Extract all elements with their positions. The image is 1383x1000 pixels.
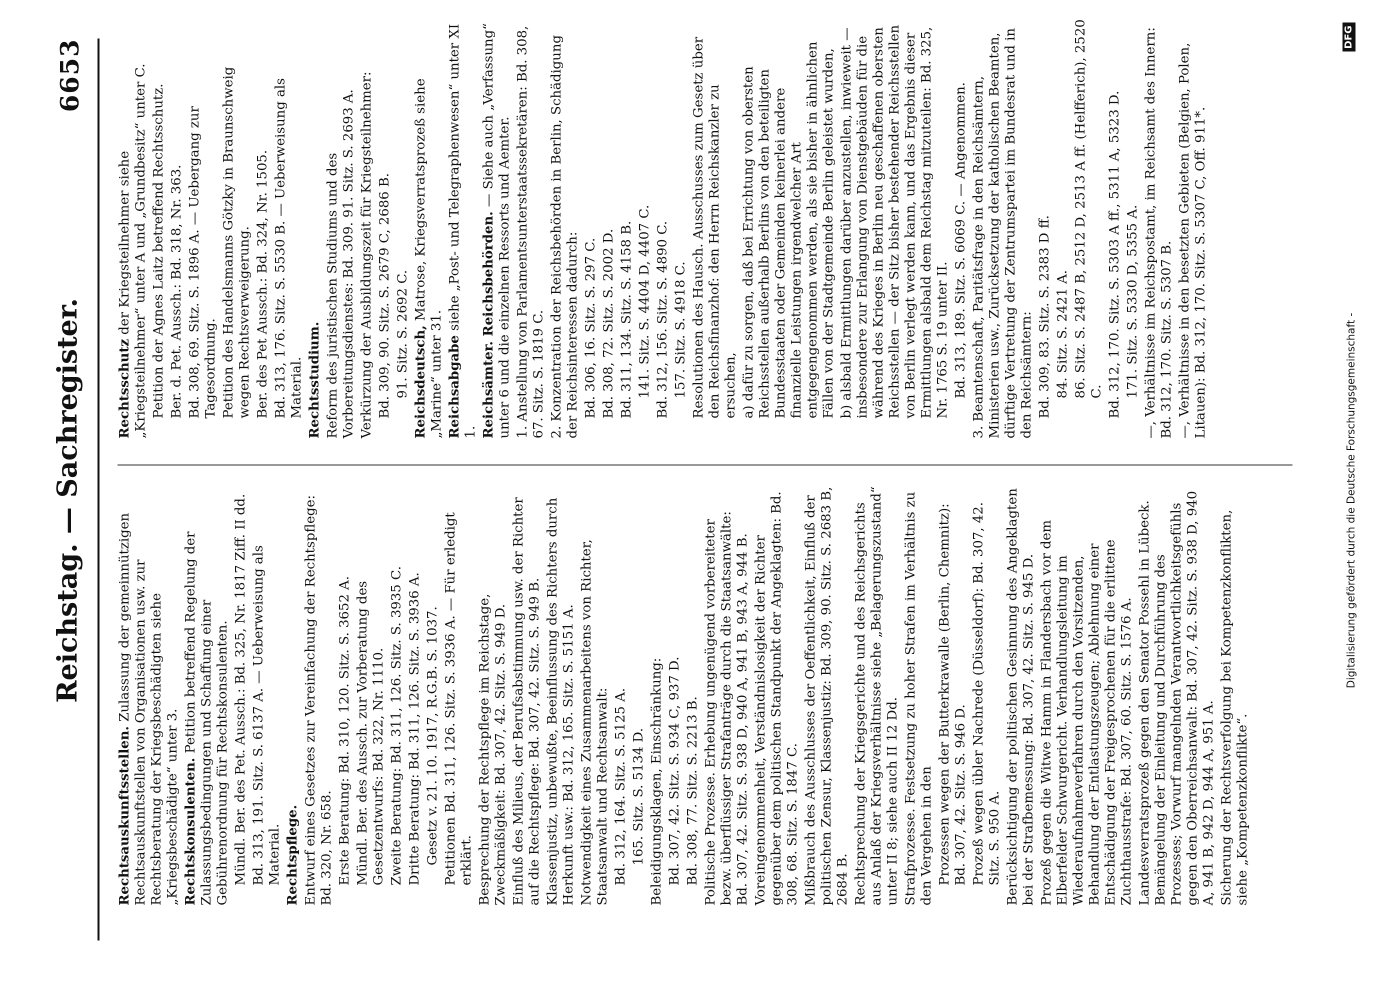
index-entry <box>839 18 951 418</box>
index-entry-text: Gesetz v. 21. 10. 1917, R.G.B. S. 1037. <box>425 605 440 865</box>
index-entry-text: Mündl. Ber. des Pet. Aussch.: Bd. 325, Nr. 1817 Ziff. II dd. <box>233 493 248 885</box>
index-entry-text: Berücksichtigung der politischen Gesinnung des Angeklagten bei der Strafbemessung: Bd. 307, 42. Sitz. S. 945 D. <box>1005 487 1036 905</box>
index-entry-heading: Rechtsauskunftsstellen. <box>117 725 132 905</box>
index-entry <box>407 485 423 885</box>
index-entry <box>1005 485 1037 905</box>
index-entry <box>649 485 665 905</box>
index-entry <box>395 18 411 398</box>
index-entry-text: Entwurf eines Gesetzes zur Vereinfachung der Rechtspflege: Bd. 320, Nr. 658. <box>303 494 334 905</box>
digitization-note-text: Digitalisierung gefördert durch die Deutsche Forschungsgemeinschaft - <box>1345 312 1357 688</box>
index-entry-text: Bd. 308, 72. Sitz. S. 2002 D. <box>601 228 616 418</box>
index-entry <box>1219 485 1251 905</box>
index-entry <box>971 485 1003 885</box>
index-entry-text: Petitionen Bd. 311, 126. Sitz. S. 3936 A. — Für erledigt erklärt. <box>443 511 474 885</box>
column-divider <box>117 464 1292 465</box>
index-entry <box>971 18 1035 438</box>
index-entry-text: Prozeß wegen übler Nachrede (Düsseldorf): Bd. 307, 42. Sitz. S. 950 A. <box>971 501 1002 885</box>
index-entry <box>169 18 185 418</box>
index-entry-text: Resolutionen des Hausch. Ausschusses zum Gesetz über den Reichsfinanzhof: den Herrn Reichskanzler zu ersuchen, <box>691 36 738 418</box>
index-entry-text: Petition der Agnes Laitz betreffend Rechtsschutz. <box>151 83 166 418</box>
index-entry <box>631 485 647 865</box>
index-entry <box>601 18 617 418</box>
index-entry-text: Notwendigkeit eines Zusammenarbeitens von Richter, Staatsanwalt und Rechtsanwalt: <box>579 538 610 905</box>
index-entry-text: Petition betreffend Regelung der Zulassungsbedingungen und Schaffung einer Gebührenordnung für Rechtskonsulenten. <box>183 530 230 905</box>
index-entry-text: 1. Anstellung von Parlamentsunterstaatssekretären: Bd. 308, 67. Sitz. S. 1819 C. <box>515 25 546 438</box>
dfg-logo: DFG <box>1342 22 1355 51</box>
index-entry <box>307 18 323 438</box>
index-entry-text: — Siehe auch „Verfassung“ unter 6 und die einzelnen Ressorts und Aemter. <box>481 22 512 438</box>
header-rule <box>97 38 99 940</box>
index-entry-text: Bd. 313, 191. Sitz. S. 6137 A. — Ueberweisung als Material. <box>251 544 282 885</box>
index-entry-text: Zulassung der gemeinnützigen Rechtsauskunftstellen von Organisationen usw. zur Rechtsberatung der Kriegsbeschädigten siehe „Kriegsbeschädigte“ unter 3. <box>117 512 180 905</box>
index-entry-text: 171. Sitz. S. 5330 D, 5355 A. <box>1125 204 1140 398</box>
index-entry <box>1137 485 1217 905</box>
index-entry-text: Klassenjustiz, unbewußte, Beeinflussung des Richters durch Herkunft usw.: Bd. 312, 165. Sitz. S. 5151 A. <box>545 497 576 905</box>
dfg-stamp-wrap <box>1336 22 1355 51</box>
index-entry-heading: Rechtspflege. <box>285 804 300 905</box>
index-entry <box>251 485 283 885</box>
right-column <box>117 18 1211 438</box>
index-entry <box>515 18 547 438</box>
index-entry-text: Bd. 308, 69. Sitz. S. 1896 A. — Uebergang zur Tagesordnung. <box>187 105 218 418</box>
index-entry-text: Matrose, Kriegsverratsprozeß siehe „Marine“ unter 31. <box>413 77 444 438</box>
index-entry <box>953 18 969 398</box>
index-entry <box>183 485 231 905</box>
index-entry-text: —, Verhältnisse in den besetzten Gebieten (Belgien, Polen, Litauen): Bd. 312, 170. Sitz. S. 5307 C, Off. 911*. <box>1177 42 1208 438</box>
index-entry <box>583 18 599 418</box>
index-entry <box>903 485 935 905</box>
index-entry <box>303 485 335 905</box>
index-entry <box>511 485 543 905</box>
index-entry <box>255 18 271 418</box>
index-entry-text: 86. Sitz. S. 2487 B, 2512 D, 2513 A ff. (Helfferich), 2520 C. <box>1073 18 1104 398</box>
index-entry-text: Ber. d. Pet. Aussch.: Bd. 318, Nr. 363. <box>169 164 184 418</box>
index-entry <box>355 485 387 885</box>
index-entry-text: Erste Beratung: Bd. 310, 120. Sitz. S. 3652 A. <box>337 575 352 885</box>
index-entry <box>187 18 219 418</box>
index-entry-text: Mißbrauch des Ausschlusses der Oeffentlichkeit, Einfluß der politischen Zensur, Klassenjustiz: Bd. 309, 90. Sitz. S. 2683 B, 2684 B. <box>803 486 850 905</box>
index-entry-text: Strafprozesse. Festsetzung zu hoher Strafen im Verhältnis zu den Vergehen in den <box>903 491 934 905</box>
index-entry-text: Beleidigungsklagen, Einschränkung: <box>649 657 664 905</box>
index-entry-heading: Rechtsstudium. <box>307 321 322 438</box>
index-entry-text: Mündl. Ber. des Aussch. zur Vorberatung des Gesetzentwurfs: Bd. 322, Nr. 1110. <box>355 580 386 885</box>
index-entry-text: Reform des juristischen Studiums und des Vorbereitungsdienstes: Bd. 309. 91. Sitz. S. 2693 A. <box>325 88 356 438</box>
index-entry <box>753 485 801 905</box>
index-entry-text: Landesverratsprozeß gegen den Senator Possehl in Lübeck. Bemängelung der Einleitung und Durchführung des Prozesses; Vorwurf mangelnden Verantwortlichkeitsgefühls gegen den Oberreichsanwalt: Bd. 307, 42. Sitz. S. 938 D, 940 A, 941 B, 942 D, 944 A, 951 A. <box>1137 490 1216 905</box>
index-entry-text: a) dafür zu sorgen, daß bei Errichtung von obersten Reichsstellen außerhalb Berlins von den beteiligten Bundesstaaten oder Gemeinden keinerlei andere finanzielle Leistungen irgendwelcher Art entgegengenommen werden, als sie bisher in ähnlichen Fällen von der Stadtgemeinde Berlin geleistet wurden, <box>741 41 836 418</box>
index-entry-text: Bd. 313, 176. Sitz. S. 5530 B. — Ueberweisung als Material. <box>273 77 304 418</box>
index-entry <box>117 485 181 905</box>
index-entry <box>359 18 375 438</box>
index-entry-text: Einfluß des Milieus, der Berufsabstimmung usw. der Richter auf die Rechtspflege: Bd. 307, 42. Sitz. S. 949 B. <box>511 496 542 905</box>
index-entry-text: 165. Sitz. S. 5134 D. <box>631 727 646 865</box>
index-entry <box>477 485 509 905</box>
index-entry-text: Bd. 312, 164. Sitz. S. 5125 A. <box>613 687 628 885</box>
index-entry-text: Bd. 307, 42. Sitz. S. 934 C, 937 D. <box>667 656 682 885</box>
index-entry <box>285 485 301 905</box>
index-entry <box>1073 18 1105 398</box>
index-entry <box>273 18 305 418</box>
index-entry <box>691 18 739 418</box>
page-number: 6653 <box>55 38 84 112</box>
index-entry <box>1125 18 1141 398</box>
index-entry-text: Petition des Handelsmanns Götzky in Braunschweig wegen Rechtsverweigerung. <box>221 66 252 418</box>
index-entry-heading: Reichsabgabe <box>447 334 462 438</box>
index-entry <box>803 485 851 905</box>
index-entry <box>619 18 635 418</box>
index-entry-text: Bd. 309, 90. Sitz. S. 2679 C, 2686 B. <box>377 172 392 418</box>
index-entry <box>673 18 689 398</box>
index-entry-text: Voreingenommenheit, Verständnislosigkeit der Richter gegenüber dem politischen Standpunkt der Angeklagten: Bd. 308, 68. Sitz. S. 1847 C. <box>753 490 800 905</box>
index-entry <box>337 485 353 885</box>
index-entry <box>853 485 901 905</box>
index-entry <box>425 485 441 865</box>
index-entry <box>667 485 683 885</box>
index-entry-text: 2. Konzentration der Reichsbehörden in Berlin, Schädigung der Reichsinteressen dadurch: <box>549 34 580 438</box>
digitization-note <box>1345 0 1357 1000</box>
index-entry-text: Bd. 312, 170. Sitz. S. 5303 A ff., 5311 A, 5323 D. <box>1107 90 1122 418</box>
index-entry <box>221 18 253 418</box>
index-entry-text: der Kriegsteilnehmer siehe „Kriegsteilnehmer“ unter A und „Grundbesitz“ unter C. <box>117 62 148 438</box>
index-entry <box>655 18 671 418</box>
index-entry <box>685 485 701 885</box>
index-entry-text: Rechtsprechung der Kriegsgerichte und des Reichsgerichts aus Anlaß der Kriegsverhältnisse siehe „Belagerungszustand“ unter II 8; siehe auch II 12 Dd. <box>853 485 900 905</box>
index-entry <box>637 18 653 398</box>
index-entry-text: 3. Beamtenschaft, Paritätsfrage in den Reichsämtern, Ministerien usw., Zurücksetzung der katholischen Beamten, dürftige Vertretung der Zentrumspartei im Bundesrat und in den Reichsämtern: <box>971 27 1034 438</box>
index-entry-text: Verkürzung der Ausbildungszeit für Kriegsteilnehmer: <box>359 71 374 438</box>
index-entry-text: Politische Prozesse. Erhebung ungenügend vorbereiteter bezw. überflüssiger Strafanträge durch die Staatsanwälte: Bd. 307, 42. Sitz. S. 938 D, 940 A, 941 B, 943 A, 944 B. <box>703 510 750 905</box>
index-entry-text: 141. Sitz. S. 4404 D, 4407 C. <box>637 204 652 398</box>
index-entry <box>151 18 167 418</box>
index-entry-text: Ber. des Pet Aussch.: Bd. 324, Nr. 1505. <box>255 149 270 418</box>
index-entry-text: —, Verhältnisse im Reichspostamt, im Reichsamt des Innern: Bd. 312, 170. Sitz. S. 5307 B. <box>1143 26 1174 438</box>
index-entry <box>233 485 249 885</box>
index-entry-text: Bd. 308, 77. Sitz. S. 2213 B. <box>685 695 700 885</box>
index-entry-heading: Rechtsschutz <box>117 338 132 438</box>
index-entry-text: Prozeß gegen die Witwe Hamm in Flandersbach vor dem Elberfelder Schwurgericht. Verhandlungsleitung im Wiederaufnahmeverfahren durch den Vorsitzenden, Behandlung der Entlastungszeugen; Ablehnung einer Entschädigung der Freigesprochenen für die erlittene Zuchthausstrafe: Bd. 307, 60. Sitz. S. 1576 A. <box>1039 519 1134 905</box>
index-entry <box>741 18 837 418</box>
index-entry <box>325 18 357 438</box>
index-entry <box>937 485 969 885</box>
index-entry-text: b) alsbald Ermittlungen darüber anzustellen, inwieweit — insbesondere zur Erlangung von Dienstgebäuden für die während des Krieges in Berlin neu geschaffenen obersten Reichsstellen — der Sitz bisher bestehender Reichsstellen von Berlin verlegt werden kann, und das Ergebnis dieser Ermittlungen alsbald dem Reichstag mitzuteilen: Bd. 325, Nr. 1765 S. 19 unter II. <box>839 24 950 418</box>
index-entry <box>1037 18 1053 418</box>
index-entry-text: Prozessen wegen der Butterkrawalle (Berlin, Chemnitz): Bd. 307, 42. Sitz. S. 946 D. <box>937 502 968 885</box>
left-column <box>117 485 1253 905</box>
index-entry-heading: Reichsdeutsch, <box>413 324 428 438</box>
index-entry-text: 91. Sitz. S. 2692 C. <box>395 269 410 398</box>
index-entry-text: Bd. 306, 16. Sitz. S. 297 C. <box>583 237 598 418</box>
index-entry-text: Bd. 311, 134. Sitz. S. 4158 B. <box>619 220 634 418</box>
index-entry <box>447 18 479 438</box>
index-entry <box>545 485 577 905</box>
index-entry-text: 157. Sitz. S. 4918 C. <box>673 260 688 398</box>
index-entry-text: Zweite Beratung: Bd. 311, 126. Sitz. S. 3935 C. <box>389 565 404 885</box>
index-entry <box>389 485 405 885</box>
index-entry-text: Dritte Beratung: Bd. 311, 126. Sitz. S. 3936 A. <box>407 571 422 885</box>
running-title: Reichstag. — Sachregister. <box>52 297 83 703</box>
index-entry <box>1107 18 1123 418</box>
index-entry-heading: Reichsämter. Reichsbehörden. <box>481 210 496 438</box>
index-entry-text: Bd. 312, 156. Sitz. S. 4890 C. <box>655 220 670 418</box>
index-entry <box>377 18 393 418</box>
index-entry <box>1143 18 1175 438</box>
index-entry-text: Besprechung der Rechtspflege im Reichstage, Zweckmäßigkeit: Bd. 307, 42. Sitz. S. 949 D. <box>477 593 508 905</box>
index-entry <box>703 485 751 905</box>
index-entry-text: Bd. 309, 83. Sitz. S. 2383 D ff. <box>1037 214 1052 418</box>
index-entry <box>117 18 149 438</box>
index-entry <box>481 18 513 438</box>
index-entry-heading: Rechtskonsulenten. <box>183 757 198 905</box>
index-entry <box>1055 18 1071 398</box>
index-entry-text: Bd. 313, 189. Sitz. S. 6069 C. — Angenommen. <box>953 81 968 398</box>
index-entry <box>549 18 581 438</box>
index-entry <box>443 485 475 885</box>
index-entry-text: 84. Sitz. S. 2421 A. <box>1055 269 1070 398</box>
index-entry <box>1039 485 1135 905</box>
index-entry <box>413 18 445 438</box>
index-entry-text: siehe „Post- und Telegraphenwesen“ unter XI 1. <box>447 23 478 438</box>
index-entry-text: Sicherung der Rechtsverfolgung bei Kompetenzkonflikten, siehe „Kompetenzkonflikte“. <box>1219 509 1250 905</box>
index-entry <box>579 485 611 905</box>
index-entry <box>613 485 629 885</box>
index-entry <box>1177 18 1209 438</box>
